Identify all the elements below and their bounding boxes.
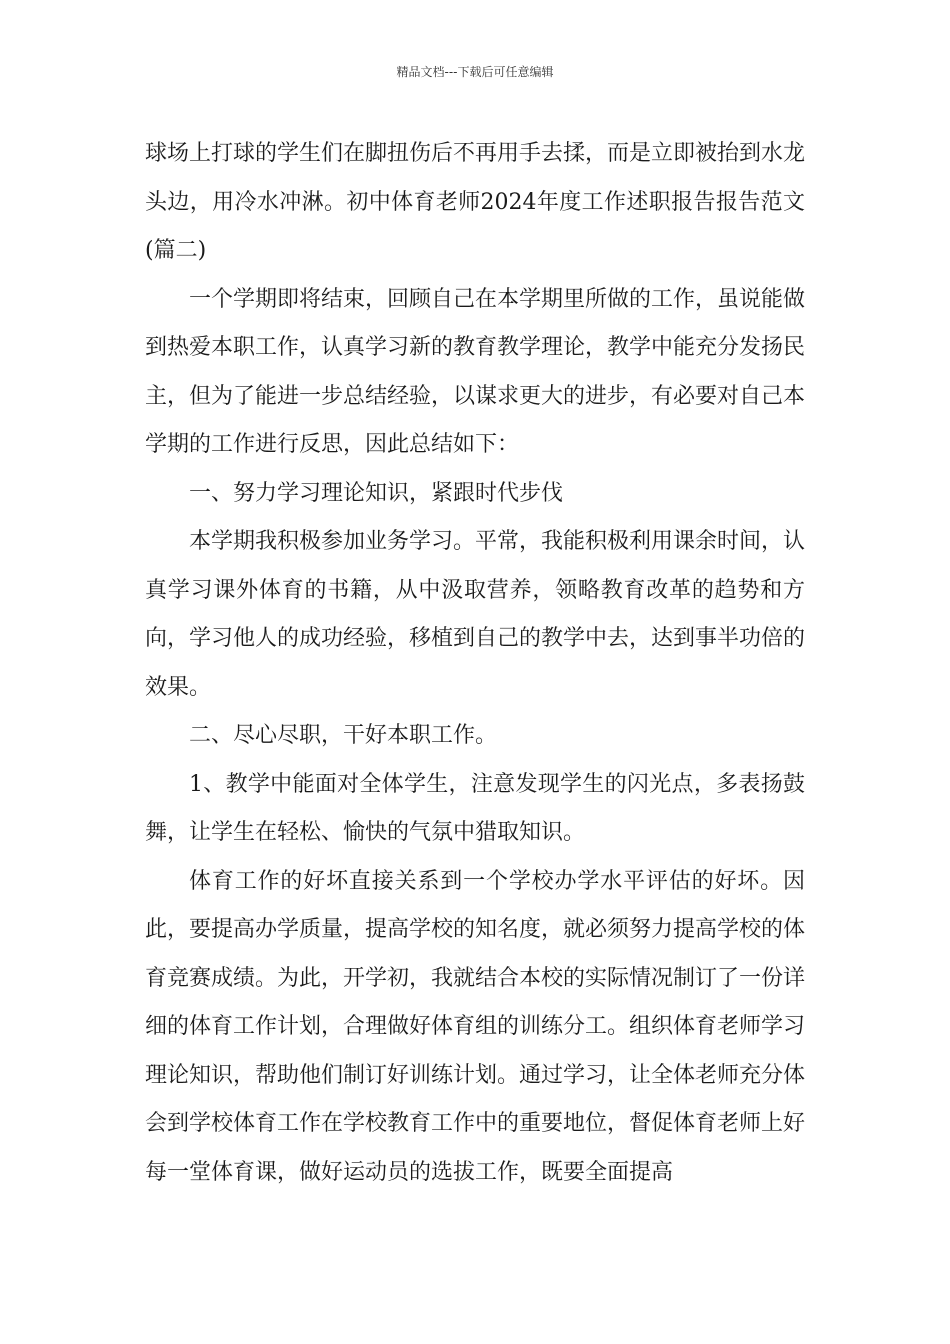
paragraph-1: 球场上打球的学生们在脚扭伤后不再用手去揉，而是立即被抬到水龙头边，用冷水冲淋。初中体育老师2024年度工作述职报告报告范文(篇二) [145,141,806,263]
paragraph-3: 本学期我积极参加业务学习。平常，我能积极利用课余时间，认真学习课外体育的书籍，从中汲取营养，领略教育改革的趋势和方向，学习他人的成功经验，移植到自己的教学中去，达到事半功倍的效果。 [145,529,806,700]
page-header: 精品文档---下载后可任意编辑 [396,65,554,79]
section-heading-2: 二、尽心尽职，干好本职工作。 [189,723,498,748]
paragraph-2: 一个学期即将结束，回顾自己在本学期里所做的工作，虽说能做到热爱本职工作，认真学习新的教育教学理论，教学中能充分发扬民主，但为了能进一步总结经验，以谋求更大的进步，有必要对自己本学期的工作进行反思，因此总结如下： [145,286,806,457]
paragraph-5: 体育工作的好坏直接关系到一个学校办学水平评估的好坏。因此，要提高办学质量，提高学校的知名度，就必须努力提高学校的体育竞赛成绩。为此，开学初，我就结合本校的实际情况制订了一份详细的体育工作计划，合理做好体育组的训练分工。组织体育老师学习理论知识，帮助他们制订好训练计划。通过学习，让全体老师充分体会到学校体育工作在学校教育工作中的重要地位，督促体育老师上好每一堂体育课，做好运动员的选拔工作，既要全面提高 [145,868,806,1185]
section-heading-1: 一、努力学习理论知识，紧跟时代步伐 [189,480,564,506]
document-body [145,130,805,1197]
paragraph-4: 1、教学中能面对全体学生，注意发现学生的闪光点，多表扬鼓舞，让学生在轻松、愉快的气氛中猎取知识。 [145,771,805,845]
